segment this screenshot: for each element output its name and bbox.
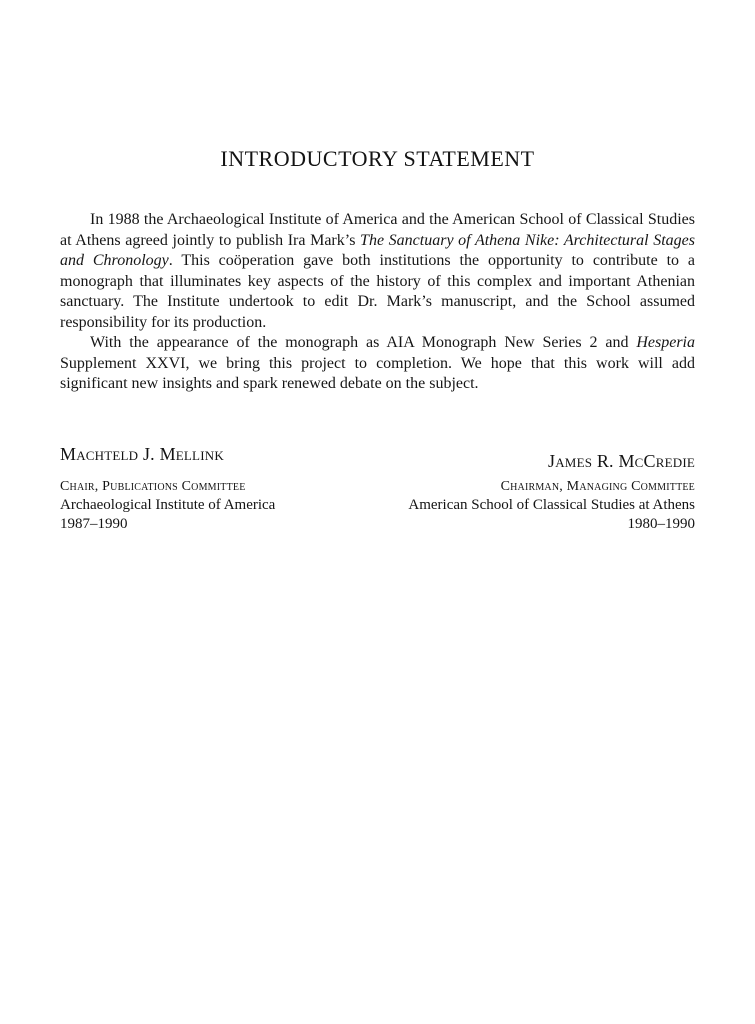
paragraph-2 xyxy=(60,333,695,395)
paragraph-1-text-continued: . This coöperation gave both institutions the opportunity to contribute to a monograph that illuminates key aspects of the history of this complex and important Athenian sanctuary. The Institute undertook to edit Dr. Mark’s manuscript, and the School assumed responsibility for its production. xyxy=(60,252,695,331)
page-title: INTRODUCTORY STATEMENT xyxy=(220,146,535,171)
paragraph-2-text-continued: Supplement XXVI, we bring this project to completion. We hope that this work will add significant new insights and spark renewed debate on the subject. xyxy=(60,354,695,392)
paragraph-2-text: With the appearance of the monograph as AIA Monograph New Series 2 and xyxy=(90,334,637,351)
signer-institution-right: American School of Classical Studies at Athens xyxy=(408,496,695,513)
signer-institution-left: Archaeological Institute of America xyxy=(60,496,276,513)
signer-years-right: 1980–1990 xyxy=(627,515,695,532)
paragraph-1-text: In 1988 the Archaeological Institute of America and the American School of Classical Studies at Athens agreed jointly to publish Ira Mark’s xyxy=(60,211,695,249)
signer-years-left: 1987–1990 xyxy=(60,515,128,532)
signer-name-left: Machteld J. Mellink xyxy=(60,443,224,464)
signature-section xyxy=(60,445,695,534)
signature-block-right xyxy=(408,445,695,534)
signer-role-left: Chair, Publications Committee xyxy=(60,478,246,494)
signature-block-left xyxy=(60,445,275,534)
paragraph-1 xyxy=(60,210,695,333)
signer-name-right: James R. McCredie xyxy=(548,450,695,471)
paragraph-1-italic-book-title: The Sanctuary of Athena Nike: Architectural Stages and Chronology xyxy=(60,231,695,269)
paragraph-2-italic-journal-title: Hesperia xyxy=(636,334,695,351)
signer-role-right: Chairman, Managing Committee xyxy=(500,478,695,494)
